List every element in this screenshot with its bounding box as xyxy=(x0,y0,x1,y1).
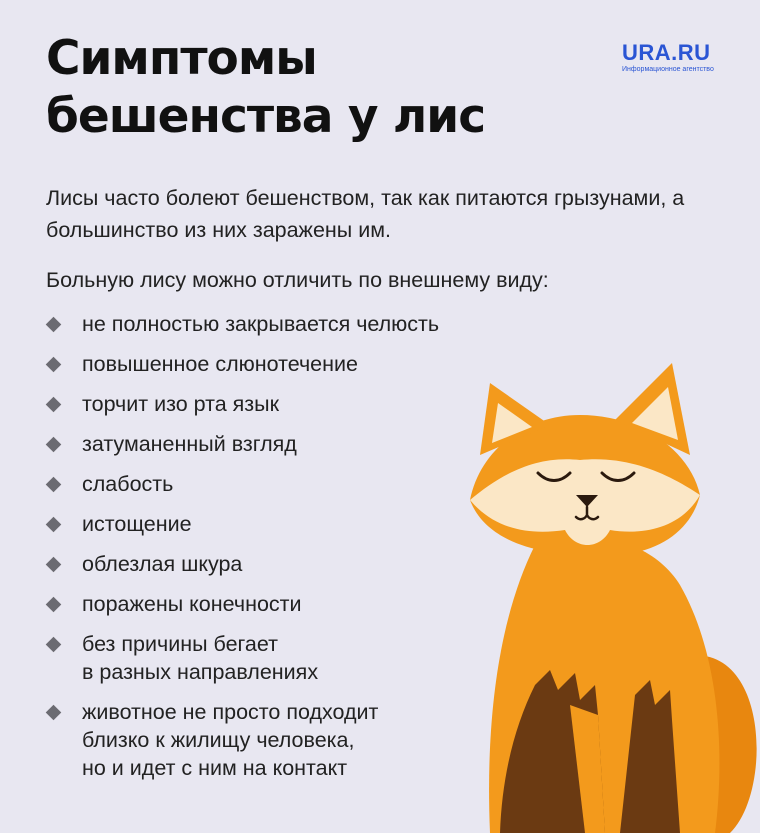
intro-paragraph-1: Лисы часто болеют бешенством, так как питаются грызунами, а большинство из них заражены им. xyxy=(46,186,685,242)
page-title xyxy=(46,30,485,146)
diamond-bullet-icon xyxy=(46,517,62,533)
diamond-bullet-icon xyxy=(46,357,62,373)
diamond-bullet-icon xyxy=(46,317,62,333)
symptom-text: поражены конечности xyxy=(82,592,302,616)
symptom-item xyxy=(46,430,486,458)
diamond-bullet-icon xyxy=(46,705,62,721)
diamond-bullet-icon xyxy=(46,437,62,453)
symptom-item xyxy=(46,310,486,338)
symptom-item xyxy=(46,698,486,782)
symptom-item xyxy=(46,590,486,618)
symptom-text: затуманенный взгляд xyxy=(82,432,297,456)
logo-main-text: URA.RU xyxy=(622,40,711,65)
symptom-item xyxy=(46,470,486,498)
symptom-text: истощение xyxy=(82,512,192,536)
symptom-item xyxy=(46,550,486,578)
symptom-text: торчит изо рта язык xyxy=(82,392,280,416)
symptom-text: животное не просто подходит близко к жилищу человека, но и идет с ним на контакт xyxy=(82,700,379,780)
intro-paragraph-2: Больную лису можно отличить по внешнему виду: xyxy=(46,268,549,292)
symptom-text: слабость xyxy=(82,472,174,496)
symptom-item xyxy=(46,510,486,538)
diamond-bullet-icon xyxy=(46,557,62,573)
symptom-item xyxy=(46,630,486,686)
symptom-text: не полностью закрывается челюсть xyxy=(82,312,440,336)
diamond-bullet-icon xyxy=(46,597,62,613)
symptom-text: облезлая шкура xyxy=(82,552,243,576)
ura-logo xyxy=(622,42,714,74)
diamond-bullet-icon xyxy=(46,477,62,493)
symptom-text: повышенное слюнотечение xyxy=(82,352,358,376)
symptom-text: без причины бегает в разных направлениях xyxy=(82,632,319,684)
logo-sub-text: Информационное агентство xyxy=(622,66,714,73)
intro-text xyxy=(46,182,686,296)
diamond-bullet-icon xyxy=(46,397,62,413)
symptom-list xyxy=(46,310,486,794)
diamond-bullet-icon xyxy=(46,637,62,653)
fox-illustration xyxy=(440,355,760,833)
title-line-1: Симптомы xyxy=(46,31,317,86)
symptom-item xyxy=(46,390,486,418)
title-line-2: бешенства у лис xyxy=(46,89,486,144)
symptom-item xyxy=(46,350,486,378)
